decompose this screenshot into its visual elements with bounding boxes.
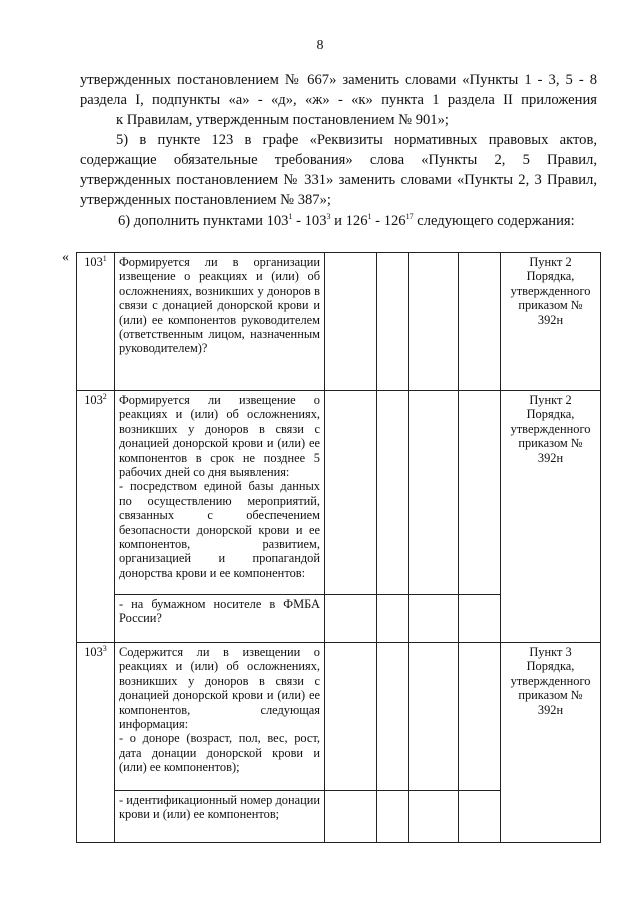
reference-cell: Пункт 2 Порядка, утвержденного приказом № 392н [501,391,601,643]
question-cell: Формируется ли в организации извещение о реакциях и (или) об осложнениях, возникших у доноров в связи с донацией донорской крови и (или) ее компонентов руководителем (ответственным лицом, назначенным руководителем)? [115,253,325,391]
intro-line-8-mid-2: и 126 [330,213,368,229]
answer-cell [459,391,501,595]
answer-cell [377,391,409,595]
item-number-base: 103 [84,393,103,407]
intro-line-7: утвержденных постановлением № 387»; [80,192,331,208]
item-number [77,253,115,391]
intro-line-2: раздела I, подпункты «а» - «д», «ж» - «к» пункта 1 раздела II приложения [80,92,597,108]
intro-line-8 [118,211,598,231]
intro-line-4: 5) в пункте 123 в графе «Реквизиты нормативных правовых актов, [116,132,597,148]
answer-cell [459,791,501,843]
item-number-sup: 1 [102,253,107,263]
question-cell: Содержится ли в извещении о реакциях и (или) об осложнениях, возникших у доноров в связи с донацией донорской крови и (или) ее компонентов, следующая информация: - о доноре (возраст, пол, вес, рост, дата донации донорской крови и (или) ее компонентов); [115,643,325,791]
intro-line-8-mid-3: - 126 [371,213,406,229]
answer-cell [325,391,377,595]
requirements-table [76,252,601,843]
answer-cell [377,595,409,643]
sub-question-cell: - на бумажном носителе в ФМБА России? [115,595,325,643]
item-number-base: 103 [84,645,103,659]
item-number-base: 103 [84,255,103,269]
table-row-103-1 [77,253,601,391]
intro-line-3: к Правилам, утвержденным постановлением № 901»; [116,112,449,128]
answer-cell [459,253,501,391]
answer-cell [377,791,409,843]
answer-cell [459,643,501,791]
answer-cell [409,643,459,791]
sub-question-cell: - идентификационный номер донации крови и (или) ее компонентов; [115,791,325,843]
reference-cell: Пункт 3 Порядка, утвержденного приказом № 392н [501,643,601,843]
intro-line-8-sup-2: 3 [326,212,331,222]
item-number-sup: 3 [102,643,107,653]
answer-cell [325,595,377,643]
answer-cell [377,253,409,391]
intro-line-8-prefix: 6) дополнить пунктами 103 [118,213,289,229]
table-row-103-2 [77,391,601,595]
intro-line-6: утвержденных постановлением № 331» заменить словами «Пункты 2, 3 Правил, [80,172,597,188]
intro-line-8-sup-4: 17 [405,212,414,222]
intro-line-1: утвержденных постановлением № 667» заменить словами «Пункты 1 - 3, 5 - 8 [80,72,597,88]
item-number-sup: 2 [102,391,107,401]
answer-cell [409,253,459,391]
item-number [77,391,115,643]
intro-line-5: содержащие обязательные требования» слова «Пункты 2, 5 Правил, [80,152,597,168]
page-number: 8 [316,38,324,53]
intro-line-8-sup-3: 1 [367,212,372,222]
intro-line-8-mid-1: - 103 [292,213,327,229]
opening-quote-mark: « [62,250,69,265]
table-row-103-3 [77,643,601,791]
answer-cell [409,391,459,595]
item-number [77,643,115,843]
answer-cell [409,595,459,643]
intro-line-8-suffix: следующего содержания: [413,213,575,229]
answer-cell [325,643,377,791]
answer-cell [325,253,377,391]
answer-cell [325,791,377,843]
question-cell: Формируется ли извещение о реакциях и (или) об осложнениях, возникших у доноров в связи с донацией донорской крови и (или) ее компонентов в срок не позднее 5 рабочих дней со дня выявления: - посредством единой базы данных по осуществлению мероприятий, связанных с обеспечением безопасности донорской крови и ее компонентов, развитием, организацией и пропагандой донорства крови и ее компонентов: [115,391,325,595]
answer-cell [459,595,501,643]
intro-line-8-sup-1: 1 [288,212,293,222]
answer-cell [409,791,459,843]
answer-cell [377,643,409,791]
reference-cell: Пункт 2 Порядка, утвержденного приказом № 392н [501,253,601,391]
